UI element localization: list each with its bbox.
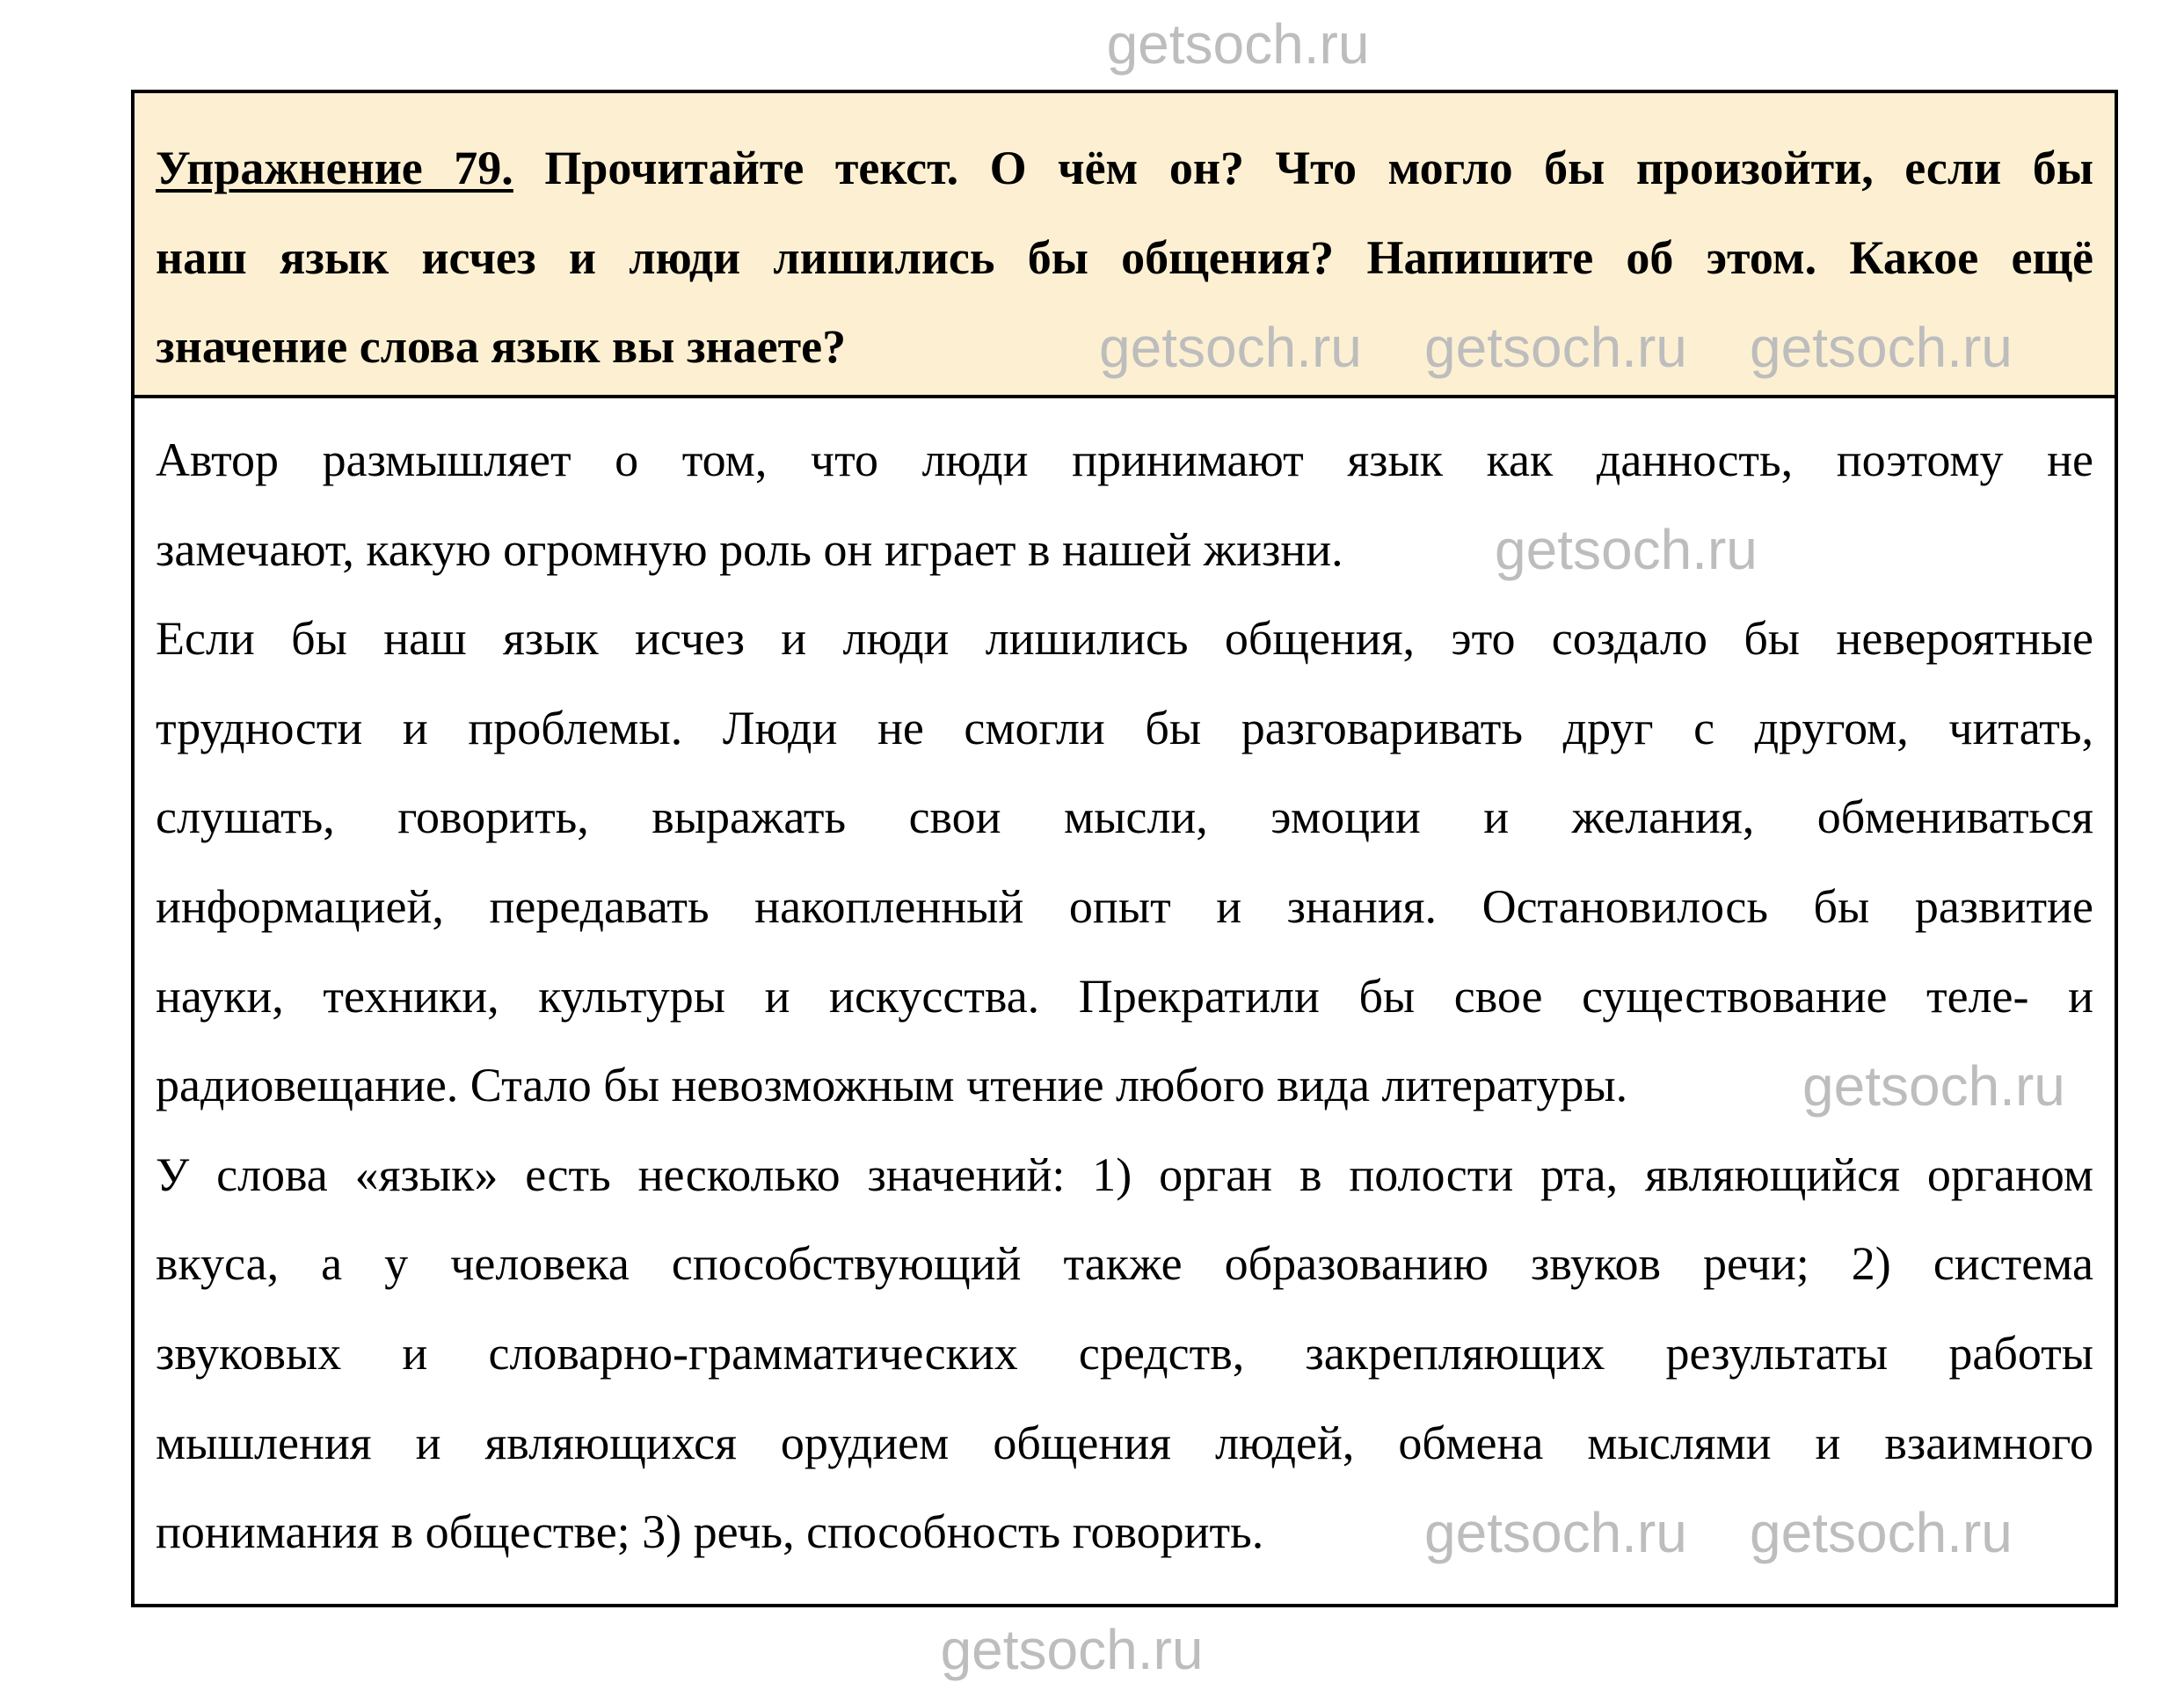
answer-line: науки, техники, культуры и искусства. Прекратили бы свое существование теле- и xyxy=(156,969,2093,1023)
watermark: getsoch.ru xyxy=(1424,1501,1687,1564)
watermark: getsoch.ru xyxy=(1750,1501,2013,1564)
answer-line: информацией, передавать накопленный опыт и знания. Остановилось бы развитие xyxy=(156,879,2093,933)
task-line: значение слова язык вы знаете? xyxy=(156,320,847,374)
answer-line: Автор размышляет о том, что люди принимают язык как данность, поэтому не xyxy=(156,433,2093,486)
watermark: getsoch.ru xyxy=(940,1618,1204,1681)
answer-paragraph xyxy=(156,416,2093,594)
task-line: наш язык исчез и люди лишились бы общения? Напишите об этом. Какое ещё xyxy=(156,230,2093,284)
answer-line: У слова «язык» есть несколько значений: 1) орган в полости рта, являющийся органом xyxy=(156,1147,2093,1201)
watermark: getsoch.ru xyxy=(1099,316,1362,379)
exercise-label: Упражнение 79. xyxy=(156,142,513,194)
watermark: getsoch.ru xyxy=(1750,316,2013,379)
answer-line: мышления и являющихся орудием общения людей, обмена мыслями и взаимного xyxy=(156,1416,2093,1469)
answer-line: звуковых и словарно-грамматических средств, закрепляющих результаты работы xyxy=(156,1326,2093,1380)
answer-paragraph xyxy=(156,594,2093,1131)
answer-line: радиовещание. Стало бы невозможным чтение любого вида литературы. xyxy=(156,1059,1628,1112)
answer-paragraph xyxy=(156,1131,2093,1577)
watermark: getsoch.ru xyxy=(1495,518,1758,581)
answer-line: трудности и проблемы. Люди не смогли бы разговаривать друг с другом, читать, xyxy=(156,701,2093,754)
exercise-box xyxy=(131,90,2118,1607)
task-line xyxy=(156,124,2093,214)
watermark: getsoch.ru xyxy=(1424,316,1687,379)
answer-line: вкуса, а у человека способствующий также образованию звуков речи; 2) система xyxy=(156,1237,2093,1291)
answer-line: замечают, какую огромную роль он играет в нашей жизни. xyxy=(156,522,1343,576)
answer-line: понимания в обществе; 3) речь, способность говорить. xyxy=(156,1505,1264,1559)
watermark: getsoch.ru xyxy=(1106,12,1370,76)
answer-line: Если бы наш язык исчез и люди лишились общения, это создало бы невероятные xyxy=(156,612,2093,666)
watermark: getsoch.ru xyxy=(1802,1054,2065,1118)
answer-line: слушать, говорить, выражать свои мысли, эмоции и желания, обмениваться xyxy=(156,790,2093,844)
task-text: Прочитайте текст. О чём он? Что могло бы произойти, если бы xyxy=(513,142,2093,194)
answer-body xyxy=(135,398,2115,1577)
task-header xyxy=(135,93,2115,398)
